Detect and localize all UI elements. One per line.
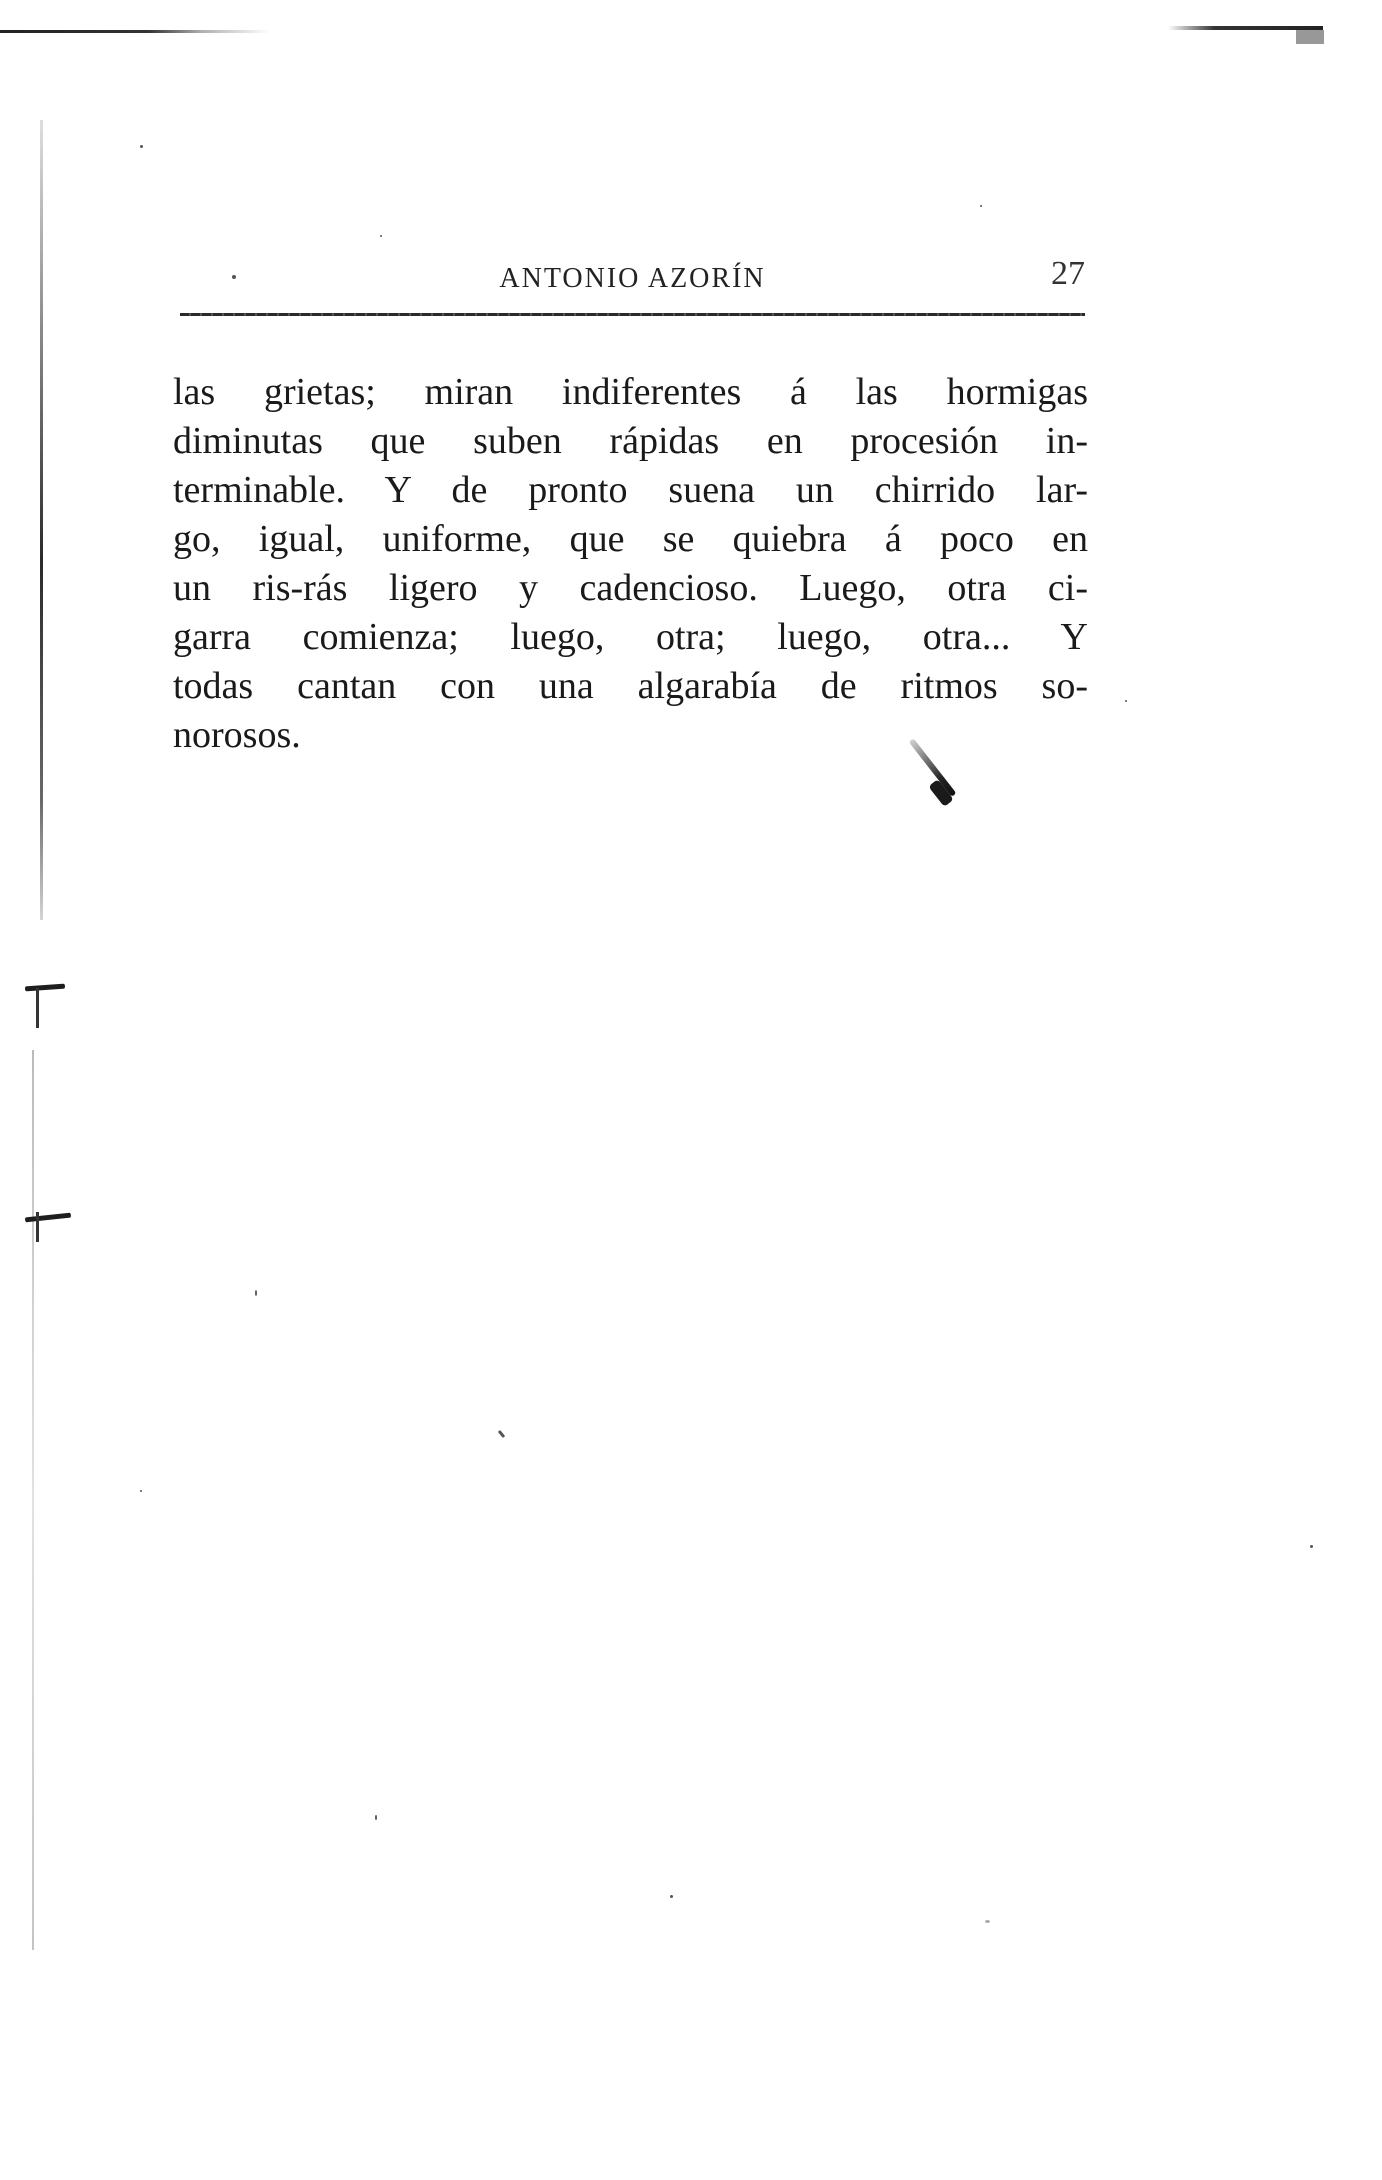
dust-speck xyxy=(1310,1545,1313,1548)
text-line: norosos. xyxy=(173,714,301,756)
scan-edge-mark-top-left xyxy=(0,30,270,33)
page-number: 27 xyxy=(1051,255,1085,292)
binding-shadow-upper xyxy=(40,120,43,920)
dust-speck xyxy=(980,205,982,207)
text-line: diminutas que suben rápidas en procesión in- xyxy=(173,420,1088,462)
dust-speck xyxy=(670,1895,673,1898)
margin-tick-mark-upper xyxy=(25,984,65,992)
header-rule xyxy=(180,313,1085,316)
binding-shadow-lower xyxy=(32,1050,34,1950)
running-header xyxy=(180,255,1085,305)
text-line: las grietas; miran indiferentes á las hormigas xyxy=(173,371,1088,413)
dust-speck xyxy=(375,1815,377,1820)
dust-speck xyxy=(1125,700,1127,702)
dust-speck xyxy=(255,1290,257,1296)
dust-speck xyxy=(985,1920,990,1923)
text-line: terminable. Y de pronto suena un chirrido lar- xyxy=(173,469,1088,511)
scan-corner-smudge xyxy=(1296,30,1324,44)
text-line: go, igual, uniforme, que se quiebra á poco en xyxy=(173,518,1088,560)
running-title: ANTONIO AZORÍN xyxy=(499,263,766,294)
dust-speck xyxy=(140,145,143,148)
dust-speck xyxy=(140,1490,142,1492)
body-paragraph xyxy=(173,368,1088,760)
margin-tick-stem-lower xyxy=(36,1212,39,1242)
text-line: garra comienza; luego, otra; luego, otra... Y xyxy=(173,616,1088,658)
margin-tick-stem-upper xyxy=(36,988,39,1028)
text-line: todas cantan con una algarabía de ritmos so- xyxy=(173,665,1088,707)
dust-speck xyxy=(380,235,382,237)
dust-speck xyxy=(498,1430,505,1438)
text-line: un ris-rás ligero y cadencioso. Luego, otra ci- xyxy=(173,567,1088,609)
